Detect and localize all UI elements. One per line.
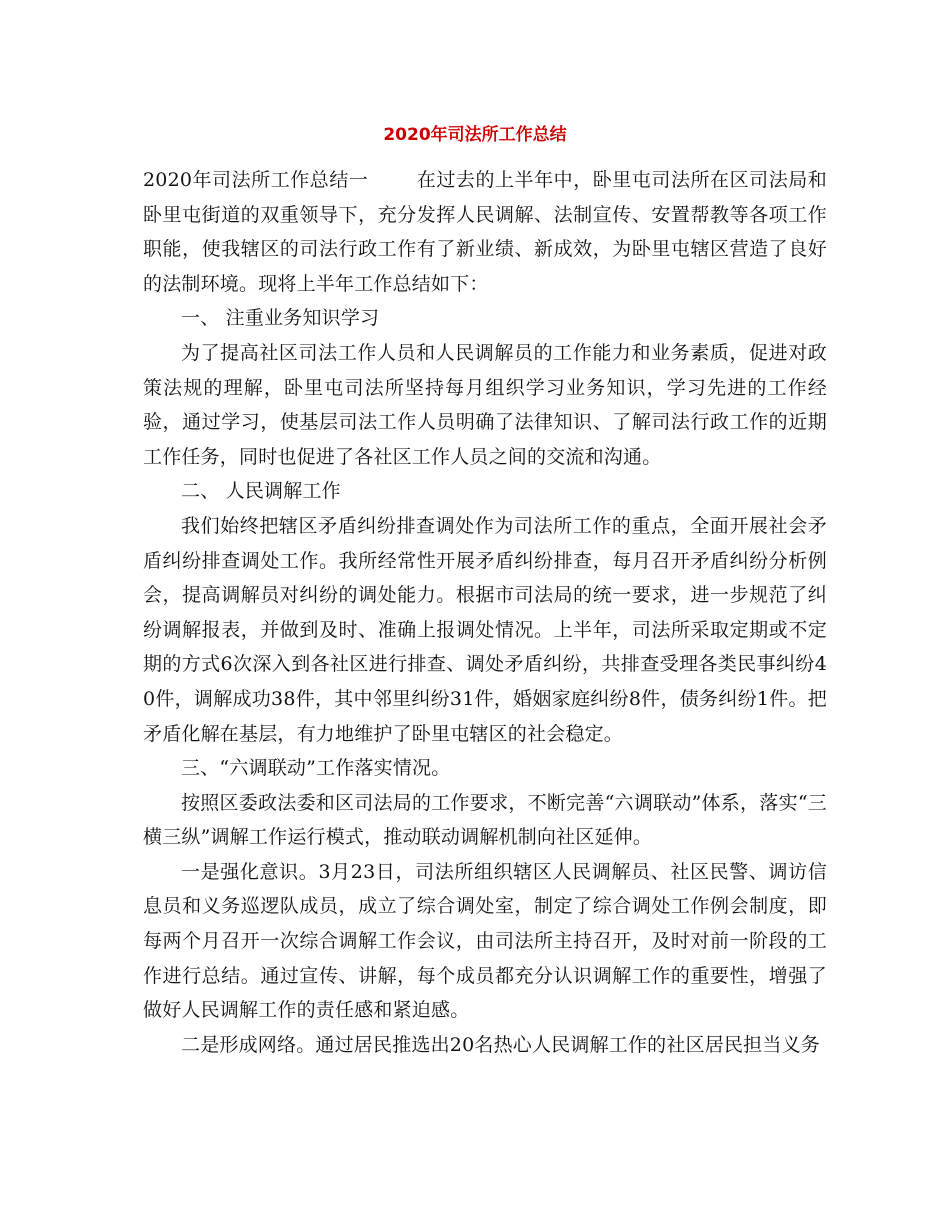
document-body — [143, 163, 827, 1062]
section-heading-3: 三、“六调联动”工作落实情况。 — [181, 757, 451, 780]
intro-lead: 2020年司法所工作总结一 — [143, 169, 369, 191]
section-heading-1: 一、 注重业务知识学习 — [181, 307, 380, 330]
paragraph-intro — [143, 163, 827, 301]
paragraph-linkage: 按照区委政法委和区司法局的工作要求，不断完善“六调联动”体系，落实“三横三纵”调解工作运行模式，推动联动调解机制向社区延伸。 — [143, 791, 827, 849]
paragraph-mediation: 我们始终把辖区矛盾纠纷排查调处作为司法所工作的重点，全面开展社会矛盾纠纷排查调处工作。我所经常性开展矛盾纠纷排查，每月召开矛盾纠纷分析例会，提高调解员对纠纷的调处能力。根据市司法局的统一要求，进一步规范了纠纷调解报表，并做到及时、准确上报调处情况。上半年，司法所采取定期或不定期的方式6次深入到各社区进行排查、调处矛盾纠纷，共排查受理各类民事纠纷40件，调解成功38件，其中邻里纠纷31件，婚姻家庭纠纷8件，债务纠纷1件。把矛盾化解在基层，有力地维护了卧里屯辖区的社会稳定。 — [143, 514, 827, 745]
paragraph-network: 二是形成网络。通过居民推选出20名热心人民调解工作的社区居民担当义务 — [181, 1033, 820, 1056]
intro-text: 在过去的上半年中，卧里屯司法所在区司法局和卧里屯街道的双重领导下，充分发挥人民调解、法制宣传、安置帮教等各项工作职能，使我辖区的司法行政工作有了新业绩、新成效，为卧里屯辖区营造了良好的法制环境。现将上半年工作总结如下： — [143, 169, 827, 295]
document-title: 2020年司法所工作总结 — [383, 125, 567, 145]
section-heading-2: 二、 人民调解工作 — [181, 480, 341, 503]
paragraph-awareness: 一是强化意识。3月23日，司法所组织辖区人民调解员、社区民警、调访信息员和义务巡逻队成员，成立了综合调处室，制定了综合调处工作例会制度，即每两个月召开一次综合调解工作会议，由司法所主持召开，及时对前一阶段的工作进行总结。通过宣传、讲解，每个成员都充分认识调解工作的重要性，增强了做好人民调解工作的责任感和紧迫感。 — [143, 860, 827, 1022]
paragraph-study: 为了提高社区司法工作人员和人民调解员的工作能力和业务素质，促进对政策法规的理解，卧里屯司法所坚持每月组织学习业务知识，学习先进的工作经验，通过学习，使基层司法工作人员明确了法律知识、了解司法行政工作的近期工作任务，同时也促进了各社区工作人员之间的交流和沟通。 — [143, 341, 827, 468]
